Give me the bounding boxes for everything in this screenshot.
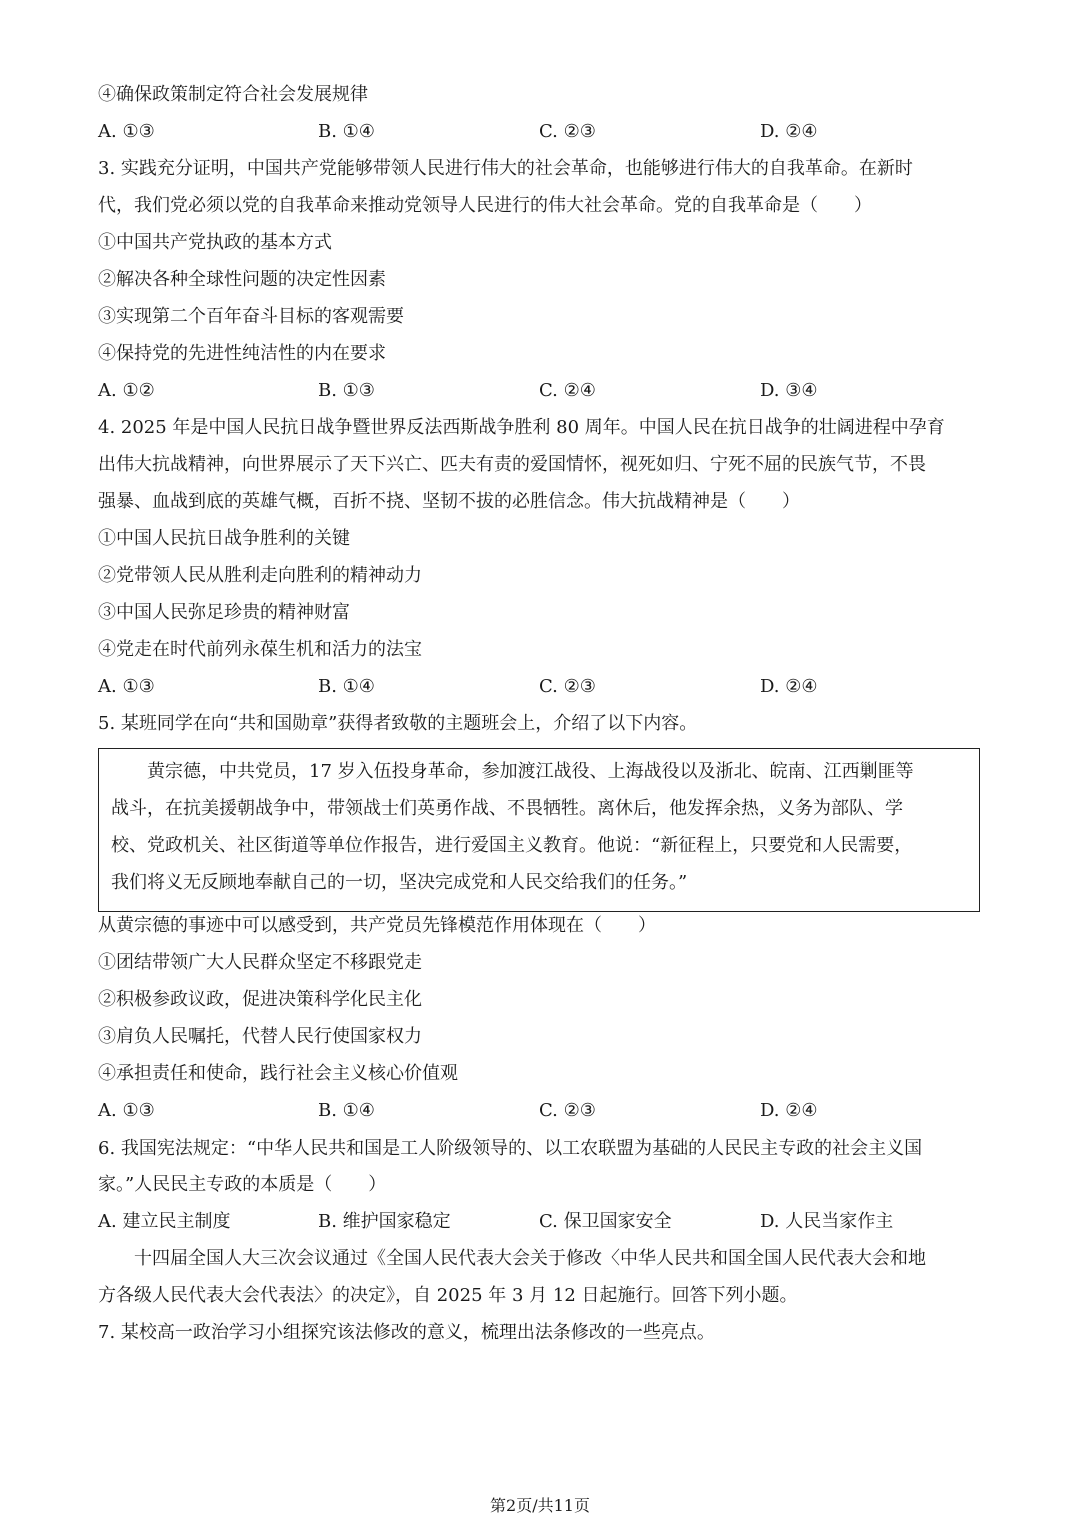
page-number-footer: 第2页/共11页 (490, 1496, 590, 1515)
q5-intro: 5. 某班同学在向“共和国勋章”获得者致敬的主题班会上，介绍了以下内容。 (98, 713, 698, 734)
q3-option-c: C. ②④ (539, 380, 596, 401)
q5-material-line-4: 我们将义无反顾地奉献自己的一切，坚决完成党和人民交给我们的任务。” (111, 872, 688, 893)
q3-statement-3: ③实现第二个百年奋斗目标的客观需要 (98, 306, 404, 327)
q5-option-d: D. ②④ (760, 1100, 818, 1121)
q6-options (98, 1209, 982, 1235)
q4-option-d: D. ②④ (760, 676, 818, 697)
q2-option-a: A. ①③ (98, 121, 155, 142)
q4-option-b: B. ①④ (318, 676, 375, 697)
q4-statement-1: ①中国人民抗日战争胜利的关键 (98, 528, 350, 549)
q3-stem-line-1: 3. 实践充分证明，中国共产党能够带领人民进行伟大的社会革命，也能够进行伟大的自我革命。在新时 (98, 158, 913, 179)
q5-options (98, 1098, 982, 1124)
q5-option-a: A. ①③ (98, 1100, 155, 1121)
q4-option-a: A. ①③ (98, 676, 155, 697)
q6-stem-line-1: 6. 我国宪法规定：“中华人民共和国是工人阶级领导的、以工农联盟为基础的人民民主专政的社会主义国 (98, 1138, 923, 1159)
q4-statement-4: ④党走在时代前列永葆生机和活力的法宝 (98, 639, 422, 660)
q2-options (98, 119, 982, 145)
q5-material-line-3: 校、党政机关、社区街道等单位作报告，进行爱国主义教育。他说：“新征程上，只要党和人民需要， (111, 835, 913, 856)
q6-option-a: A. 建立民主制度 (98, 1211, 231, 1232)
q2-option-d: D. ②④ (760, 121, 818, 142)
q3-option-a: A. ①② (98, 380, 155, 401)
q6-option-d: D. 人民当家作主 (760, 1211, 894, 1232)
q5-statement-3: ③肩负人民嘱托，代替人民行使国家权力 (98, 1026, 422, 1047)
q2-option-c: C. ②③ (539, 121, 596, 142)
q5-material-box (98, 748, 980, 912)
q5-statement-2: ②积极参政议政，促进决策科学化民主化 (98, 989, 422, 1010)
q3-statement-1: ①中国共产党执政的基本方式 (98, 232, 332, 253)
q5-option-c: C. ②③ (539, 1100, 596, 1121)
q7-stem: 7. 某校高一政治学习小组探究该法修改的意义，梳理出法条修改的一些亮点。 (98, 1322, 715, 1343)
q4-option-c: C. ②③ (539, 676, 596, 697)
q3-option-b: B. ①③ (318, 380, 375, 401)
q3-statement-4: ④保持党的先进性纯洁性的内在要求 (98, 343, 386, 364)
q5-option-b: B. ①④ (318, 1100, 375, 1121)
q2-statement-4: ④确保政策制定符合社会发展规律 (98, 84, 368, 105)
q5-statement-1: ①团结带领广大人民群众坚定不移跟党走 (98, 952, 422, 973)
q4-stem-line-3: 强暴、血战到底的英雄气概，百折不挠、坚韧不拔的必胜信念。伟大抗战精神是（ ） (98, 491, 800, 512)
q4-stem-line-1: 4. 2025 年是中国人民抗日战争暨世界反法西斯战争胜利 80 周年。中国人民在抗日战争的壮阔进程中孕育 (98, 417, 945, 438)
q3-stem-line-2: 代，我们党必须以党的自我革命来推动党领导人民进行的伟大社会革命。党的自我革命是（ ） (98, 195, 872, 216)
q5-material-line-2: 战斗，在抗美援朝战争中，带领战士们英勇作战、不畏牺牲。离休后，他发挥余热，义务为部队、学 (111, 798, 903, 819)
material-line-1: 十四届全国人大三次会议通过《全国人民代表大会关于修改〈中华人民共和国全国人民代表大会和地 (98, 1248, 926, 1269)
q4-statement-2: ②党带领人民从胜利走向胜利的精神动力 (98, 565, 422, 586)
q4-statement-3: ③中国人民弥足珍贵的精神财富 (98, 602, 350, 623)
q6-option-c: C. 保卫国家安全 (539, 1211, 672, 1232)
q4-options (98, 674, 982, 700)
q5-question: 从黄宗德的事迹中可以感受到，共产党员先锋模范作用体现在（ ） (98, 915, 656, 936)
q5-material-line-1: 黄宗德，中共党员，17 岁入伍投身革命，参加渡江战役、上海战役以及浙北、皖南、江西剿匪等 (111, 761, 914, 782)
q3-statement-2: ②解决各种全球性问题的决定性因素 (98, 269, 386, 290)
q3-options (98, 378, 982, 404)
material-line-2: 方各级人民代表大会代表法〉的决定》，自 2025 年 3 月 12 日起施行。回答下列小题。 (98, 1285, 798, 1306)
q6-option-b: B. 维护国家稳定 (318, 1211, 451, 1232)
q6-stem-line-2: 家。”人民民主专政的本质是（ ） (98, 1174, 387, 1195)
q5-statement-4: ④承担责任和使命，践行社会主义核心价值观 (98, 1063, 458, 1084)
q4-stem-line-2: 出伟大抗战精神，向世界展示了天下兴亡、匹夫有责的爱国情怀，视死如归、宁死不屈的民族气节，不畏 (98, 454, 926, 475)
q3-option-d: D. ③④ (760, 380, 818, 401)
q2-option-b: B. ①④ (318, 121, 375, 142)
